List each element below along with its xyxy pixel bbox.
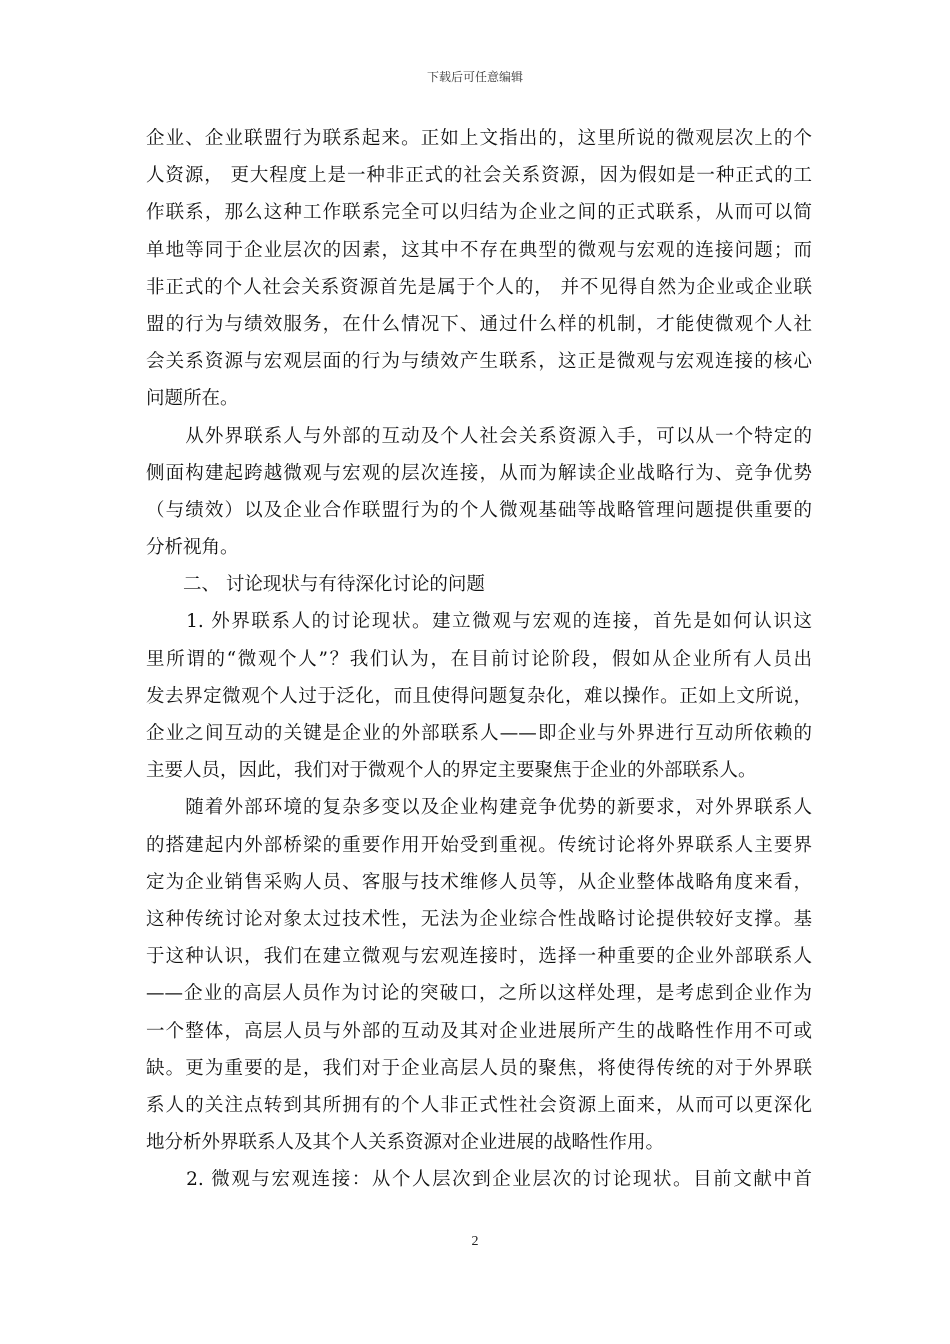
text-line: 盟的行为与绩效服务，在什么情况下、通过什么样的机制，才能使微观个人社 — [146, 313, 812, 335]
text-line: 非正式的个人社会关系资源首先是属于个人的， 并不见得自然为企业或企业联 — [146, 276, 812, 298]
text-line: 问题所在。 — [146, 388, 239, 410]
text-line: 于这种认识，我们在建立微观与宏观连接时，选择一种重要的企业外部联系人 — [146, 946, 812, 968]
text-line: 分析视角。 — [146, 537, 239, 559]
text-line: 定为企业销售采购人员、客服与技术维修人员等，从企业整体战略角度来看， — [146, 871, 812, 893]
text-line: 里所谓的“微观个人”？我们认为，在目前讨论阶段，假如从企业所有人员出 — [146, 648, 812, 670]
text-line: 从外界联系人与外部的互动及个人社会关系资源入手，可以从一个特定的 — [146, 425, 812, 447]
text-line: 随着外部环境的复杂多变以及企业构建竞争优势的新要求，对外界联系人 — [146, 797, 812, 819]
text-line: （与绩效）以及企业合作联盟行为的个人微观基础等战略管理问题提供重要的 — [146, 499, 812, 521]
text-line: 企业、企业联盟行为联系起来。正如上文指出的，这里所说的微观层次上的个 — [146, 128, 812, 149]
text-line: ——企业的高层人员作为讨论的突破口，之所以这样处理，是考虑到企业作为 — [146, 983, 812, 1005]
text-line: 地分析外界联系人及其个人关系资源对企业进展的战略性作用。 — [146, 1132, 665, 1154]
text-line: 的搭建起内外部桥梁的重要作用开始受到重视。传统讨论将外界联系人主要界 — [146, 834, 812, 856]
text-line: 主要人员，因此，我们对于微观个人的界定主要聚焦于企业的外部联系人。 — [146, 760, 757, 782]
text-line: 作联系，那么这种工作联系完全可以归结为企业之间的正式联系，从而可以简 — [146, 202, 812, 224]
text-line: 人资源， 更大程度上是一种非正式的社会关系资源，因为假如是一种正式的工 — [146, 165, 812, 187]
body-text — [146, 120, 812, 1198]
text-line: 1. 外界联系人的讨论现状。建立微观与宏观的连接，首先是如何认识这 — [146, 611, 812, 633]
page-header: 下载后可任意编辑 — [426, 70, 523, 84]
text-line: 发去界定微观个人过于泛化，而且使得问题复杂化，难以操作。正如上文所说， — [146, 685, 812, 707]
text-line: 企业之间互动的关键是企业的外部联系人——即企业与外界进行互动所依赖的 — [146, 723, 812, 744]
text-line: 系人的关注点转到其所拥有的个人非正式性社会资源上面来，从而可以更深化 — [146, 1094, 812, 1116]
text-line: 二、 讨论现状与有待深化讨论的问题 — [146, 574, 485, 596]
page-number: 2 — [471, 1234, 479, 1249]
text-line: 侧面构建起跨越微观与宏观的层次连接，从而为解读企业战略行为、竞争优势 — [146, 462, 812, 484]
text-line: 缺。更为重要的是，我们对于企业高层人员的聚焦，将使得传统的对于外界联 — [146, 1057, 812, 1079]
text-line: 2. 微观与宏观连接：从个人层次到企业层次的讨论现状。目前文献中首 — [146, 1169, 812, 1191]
text-line: 单地等同于企业层次的因素，这其中不存在典型的微观与宏观的连接问题；而 — [146, 239, 812, 261]
text-line: 一个整体，高层人员与外部的互动及其对企业进展所产生的战略性作用不可或 — [146, 1020, 812, 1042]
text-line: 会关系资源与宏观层面的行为与绩效产生联系，这正是微观与宏观连接的核心 — [146, 351, 812, 373]
text-line: 这种传统讨论对象太过技术性，无法为企业综合性战略讨论提供较好支撑。基 — [146, 908, 812, 930]
